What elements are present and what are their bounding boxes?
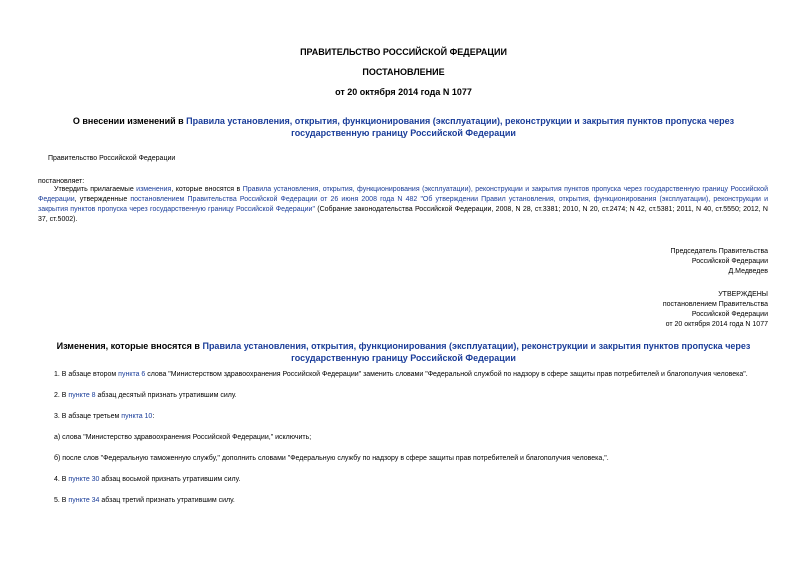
change-item-4: 4. В пункте 30 абзац восьмой признать утратившим силу. (54, 476, 241, 483)
document-date-number: от 20 октября 2014 года N 1077 (335, 87, 472, 97)
signature-position: Председатель Правительства (670, 248, 768, 255)
resolution-482-link[interactable]: постановлением Правительства Российской Федерации от 26 июня 2008 года N 482 "Об утверждении Правил установления, открытия, функционирования (эксплуатации), реконструкции и закрытия пунктов пропуска через государственную границу Российской Федерации" (38, 196, 768, 213)
item1-link[interactable]: пункта 6 (118, 371, 146, 378)
document-title (0, 115, 807, 139)
government-heading: ПРАВИТЕЛЬСТВО РОССИЙСКОЙ ФЕДЕРАЦИИ (300, 47, 507, 57)
rules-title-link[interactable]: Правила установления, открытия, функционирования (эксплуатации), реконструкции и закрытия пунктов пропуска через (186, 116, 735, 126)
change-item-3a: а) слова "Министерство здравоохранения Российской Федерации," исключить; (54, 434, 312, 441)
changes-title-prefix: Изменения, которые вносятся в (56, 341, 203, 351)
change-item-1: 1. В абзаце втором пункта 6 слова "Министерством здравоохранения Российской Федерации" заменить словами "Федеральной службой по надзору в сфере защиты прав потребителей и благополучия человека". (54, 371, 748, 378)
item3-link[interactable]: пункта 10 (121, 413, 153, 420)
rules-title-link-continued[interactable]: государственную границу Российской Федерации (291, 128, 516, 138)
rules-link[interactable]: Правила установления, открытия, функционирования (эксплуатации), реконструкции и закрытия пунктов пропуска через государственную границу Российской Федерации (38, 186, 768, 203)
approved-date: от 20 октября 2014 года N 1077 (665, 321, 768, 328)
approved-by: постановлением Правительства (662, 301, 768, 308)
approved-word: УТВЕРЖДЕНЫ (718, 291, 768, 298)
item5-link[interactable]: пункте 34 (68, 497, 100, 504)
resolution-paragraph: Утвердить прилагаемые изменения, которые вносятся в Правила установления, открытия, функционирования (эксплуатации), реконструкции и закрытия пунктов пропуска через государственную границу Российской Федерации, утвержденные постановлением Правительства Российской Федерации от 26 июня 2008 года N 482 "Об утверждении Правил установления, открытия, функционирования (эксплуатации), реконструкции и закрытия пунктов пропуска через государственную границу Российской Федерации" (Собрание законодательства Российской Федерации, 2008, N 28, ст.3381; 2010, N 20, ст.2474; N 42, ст.5381; 2011, N 40, ст.5550; 2012, N 37, ст.5002). (38, 186, 768, 223)
signature-country: Российской Федерации (691, 258, 768, 265)
changes-title (0, 340, 807, 364)
issuer-text: Правительство Российской Федерации (48, 155, 176, 162)
change-item-5: 5. В пункте 34 абзац третий признать утратившим силу. (54, 497, 235, 504)
change-item-2: 2. В пункте 8 абзац десятый признать утратившим силу. (54, 392, 237, 399)
changes-rules-link-continued[interactable]: государственную границу Российской Федерации (291, 353, 516, 363)
title-prefix: О внесении изменений в (72, 116, 187, 126)
signature-block (500, 247, 768, 277)
change-item-3: 3. В абзаце третьем пункта 10: (54, 413, 155, 420)
approval-block (500, 290, 768, 330)
item4-link[interactable]: пункте 30 (68, 476, 100, 483)
changes-rules-link[interactable]: Правила установления, открытия, функционирования (эксплуатации), реконструкции и закрытия пунктов пропуска через (202, 341, 751, 351)
document-type-heading: ПОСТАНОВЛЕНИЕ (362, 67, 445, 77)
signature-name: Д.Медведев (728, 268, 768, 275)
change-item-3b: б) после слов "Федеральную таможенную службу," дополнить словами "Федеральную службу по надзору в сфере защиты прав потребителей и благополучия человека,". (54, 455, 609, 462)
item2-link[interactable]: пункте 8 (68, 392, 96, 399)
changes-link[interactable]: изменения (136, 186, 172, 193)
decree-word: постановляет: (38, 178, 85, 185)
approved-country: Российской Федерации (691, 311, 768, 318)
